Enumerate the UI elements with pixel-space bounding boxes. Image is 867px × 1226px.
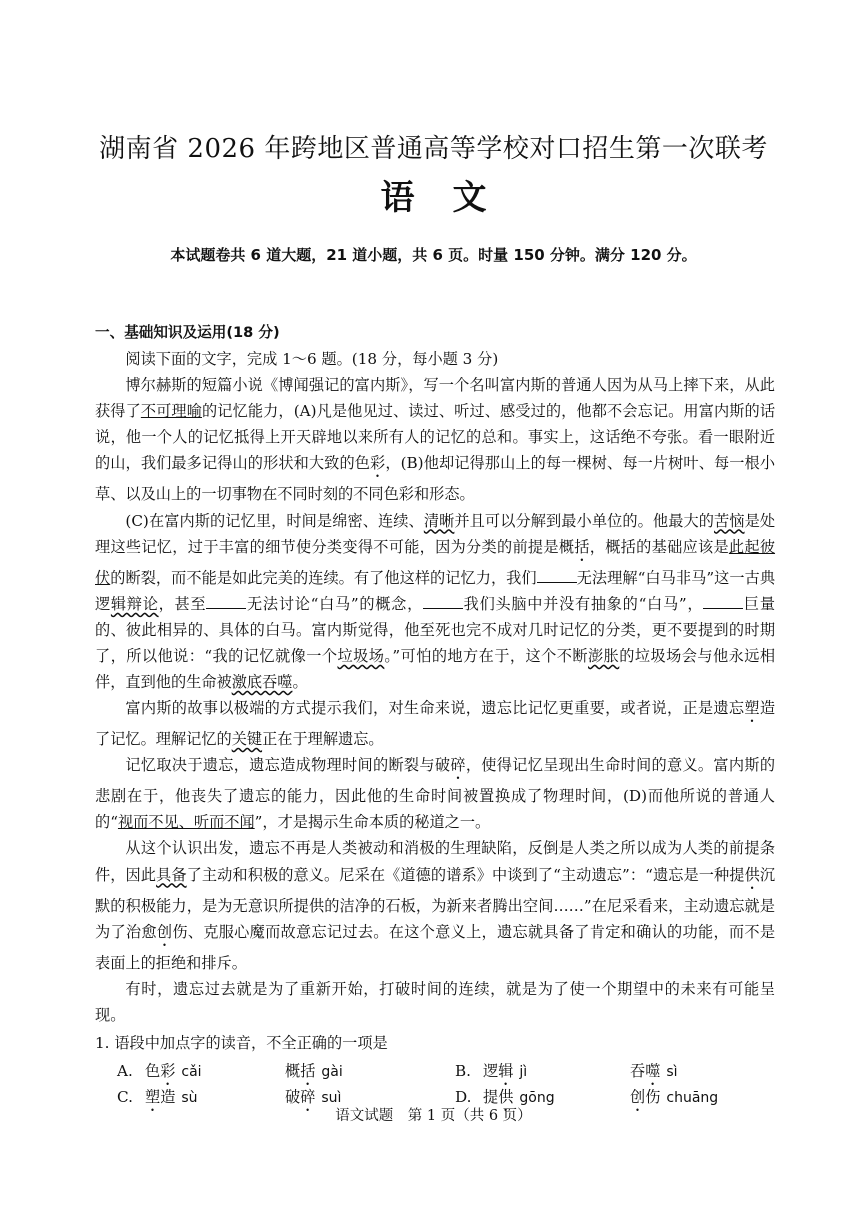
- dotted-char: 塑: [744, 699, 760, 718]
- wavy-phrase: 澎胀: [588, 646, 620, 665]
- option-c-label[interactable]: C.: [117, 1087, 133, 1106]
- wavy-phrase: 辑辩论: [110, 594, 159, 613]
- option-b-word-1: 逻辑 jì: [483, 1061, 528, 1080]
- option-a-label[interactable]: A.: [117, 1061, 133, 1080]
- exam-body: [95, 320, 775, 1110]
- section-heading: 一、基础知识及运用(18 分): [95, 324, 280, 341]
- passage-paragraph-1: 博尔赫斯的短篇小说《博闻强记的富内斯》，写一个名叫富内斯的普通人因为从马上摔下来，从此获得了不可理喻的记忆能力，(A)凡是他见过、读过、听过、感受过的，他都不会忘记。用富内斯的话说，他一个人的记忆抵得上开天辟地以来所有人的记忆的总和。事实上，这话绝不夸张。看一眼附近的山，我们最多记得山的形状和大致的色彩，(B)他却记得那山上的每一棵树、每一片树叶、每一根小草、以及山上的一切事物在不同时刻的不同色彩和形态。: [95, 376, 776, 504]
- option-b-word-2: 吞噬 sì: [630, 1061, 678, 1080]
- dotted-char: 碎: [450, 756, 466, 775]
- option-a-word-2: 概括 gài: [285, 1061, 343, 1080]
- option-d-label[interactable]: D.: [455, 1087, 472, 1106]
- exam-notice: 本试题卷共 6 道大题，21 道小题，共 6 页。时量 150 分钟。满分 120 分。: [170, 246, 697, 264]
- fill-blank[interactable]: [206, 594, 246, 609]
- dotted-char: 供: [744, 865, 760, 884]
- fill-blank[interactable]: [537, 568, 577, 583]
- option-b-label[interactable]: B.: [455, 1061, 471, 1080]
- option-c-word-1: 塑造 sù: [145, 1087, 198, 1106]
- underlined-phrase: 视而不见、听而不闻: [117, 813, 255, 832]
- option-d-word-2: 创伤 chuāng: [630, 1087, 719, 1106]
- fill-blank[interactable]: [703, 594, 743, 609]
- dotted-char: 彩: [370, 454, 386, 473]
- question-1-stem: 1. 语段中加点字的读音，不全正确的一项是: [95, 1033, 388, 1052]
- passage-paragraph-2: (C)在富内斯的记忆里，时间是绵密、连续、清晰并且可以分解到最小单位的。他最大的苦恼是处理这些记忆，过于丰富的细节使分类变得不可能，因为分类的前提是概括，概括的基础应该是此起彼伏的断裂，而不能是如此完美的连续。有了他这样的记忆力，我们 无法理解“白马非马”这一古典逻辑辩论，甚至 无法讨论“白马”的概念， 我们头脑中并没有抽象的“白马”， 巨量的、彼此相异的、具体的白马。富内斯觉得，他至死也完不成对几时记忆的分类，更不要提到的时期了，所以他说：“我的记忆就像一个垃圾场。”可怕的地方在于，这个不断澎胀的垃圾场会与他永远相伴，直到他的生命被激底吞噬。: [95, 511, 776, 692]
- passage-paragraph-4: 记忆取决于遗忘，遗忘造成物理时间的断裂与破碎，使得记忆呈现出生命时间的意义。富内斯的悲剧在于，他丧失了遗忘的能力，因此他的生命时间被置换成了物理时间，(D)而他所说的普通人的“视而不见、听而不闻”，才是揭示生命本质的秘道之一。: [95, 756, 776, 832]
- wavy-phrase: 关键: [231, 730, 263, 749]
- option-d-word-1: 提供 gōng: [483, 1087, 555, 1106]
- exam-title: 湖南省 2026 年跨地区普通高等学校对口招生第一次联考: [99, 134, 768, 164]
- page-footer: 语文试题 第 1 页（共 6 页）: [335, 1108, 532, 1124]
- wavy-phrase: 垃圾场: [337, 646, 385, 665]
- underlined-phrase: 此起彼伏: [95, 537, 776, 587]
- question-1-options: [95, 1058, 775, 1110]
- dotted-char: 括: [574, 537, 590, 556]
- wavy-phrase: 苦恼: [714, 511, 745, 530]
- underlined-phrase: 不可理喻: [140, 402, 202, 421]
- wavy-phrase: 具备: [156, 865, 187, 884]
- passage-paragraph-5: 从这个认识出发，遗忘不再是人类被动和消极的生理缺陷，反倒是人类之所以成为人类的前提条件，因此具备了主动和积极的意义。尼采在《道德的谱系》中谈到了“主动遗忘”：“遗忘是一种提供沉默的积极能力，是为无意识所提供的洁净的石板，为新来者腾出空间……”在尼采看来，主动遗忘就是为了治愈创伤、克服心魔而故意忘记过去。在这个意义上，遗忘就具备了肯定和确认的功能，而不是表面上的拒绝和排斥。: [95, 839, 776, 972]
- subject-title: 语文: [380, 178, 525, 218]
- option-a-word-1: 色彩 cǎi: [145, 1061, 202, 1080]
- option-c-word-2: 破碎 suì: [285, 1087, 342, 1106]
- passage-paragraph-3: 富内斯的故事以极端的方式提示我们，对生命来说，遗忘比记忆更重要，或者说，正是遗忘塑造了记忆。理解记忆的关键正在于理解遗忘。: [95, 699, 776, 749]
- wavy-phrase: 清晰: [423, 511, 455, 530]
- dotted-char: 创: [156, 922, 173, 941]
- passage-paragraph-6: 有时，遗忘过去就是为了重新开始，打破时间的连续，就是为了使一个期望中的未来有可能呈现。: [95, 979, 775, 1024]
- wavy-phrase: 激底吞噬: [231, 673, 293, 692]
- fill-blank[interactable]: [423, 594, 463, 609]
- section-instruction: 阅读下面的文字，完成 1～6 题。(18 分，每小题 3 分): [125, 350, 499, 369]
